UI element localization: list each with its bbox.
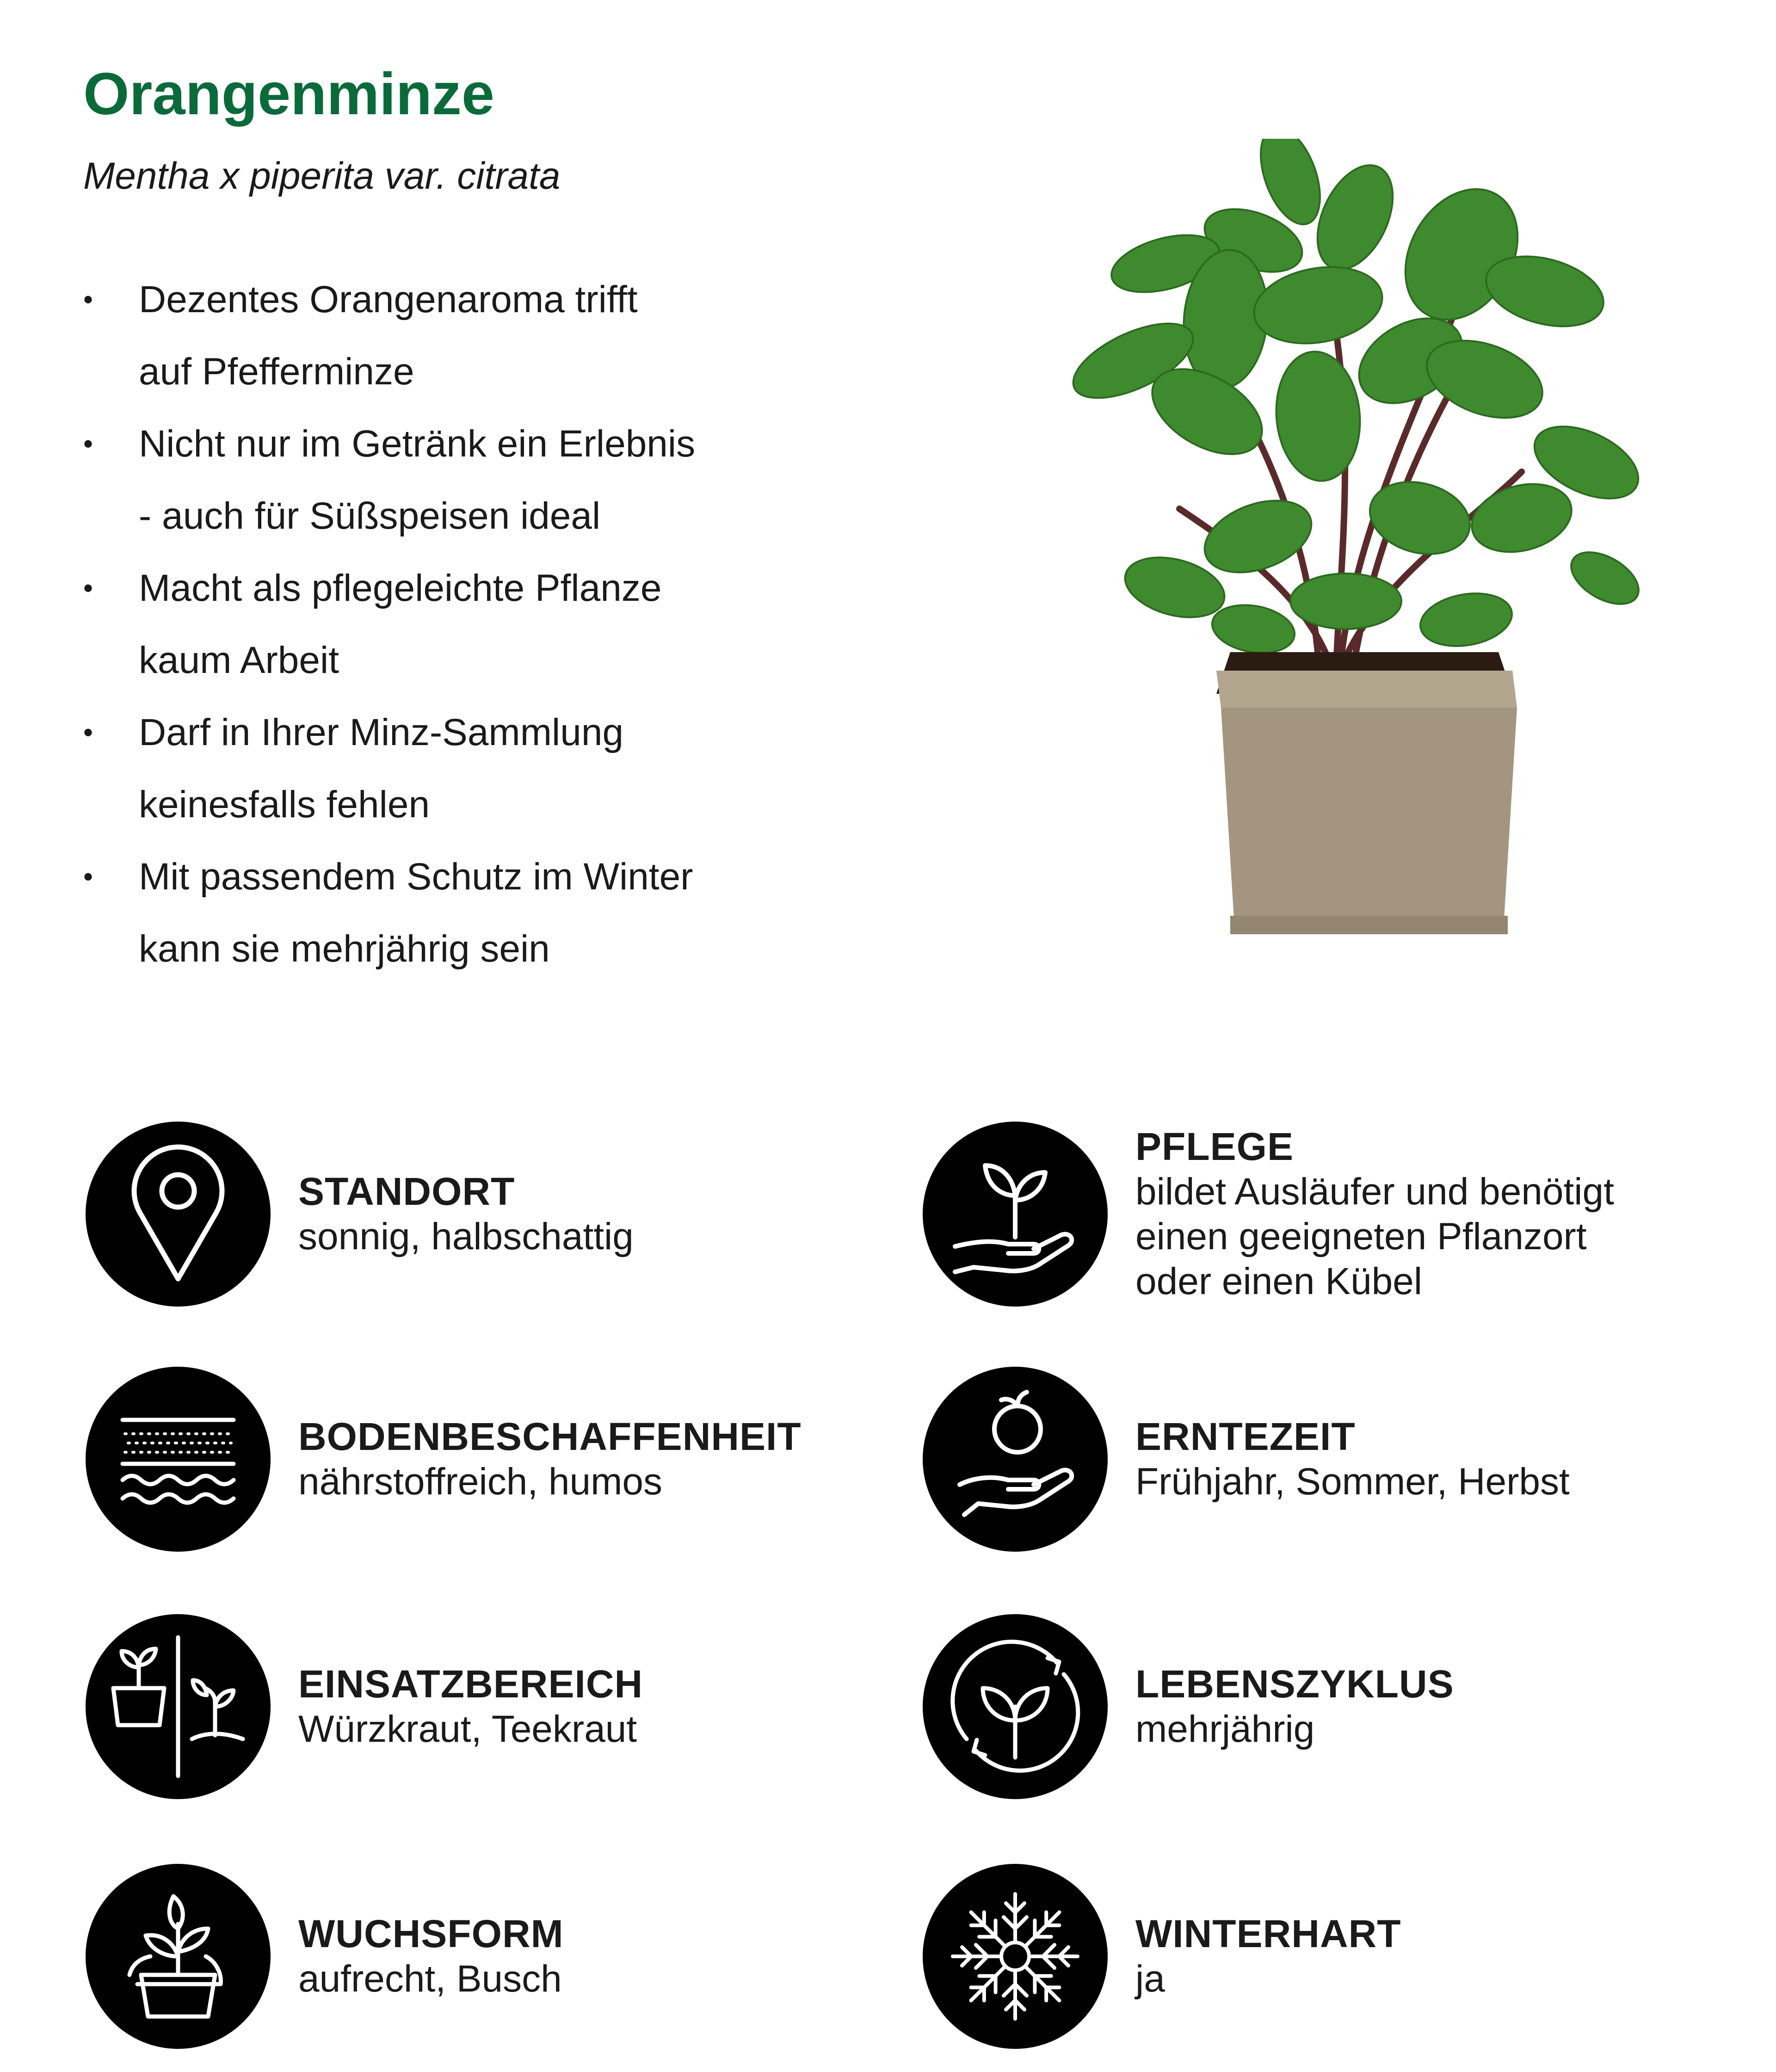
bullet-text: Dezentes Orangenaroma trifft auf Pfefferminze — [139, 278, 638, 393]
feature-einsatzbereich — [86, 1614, 918, 1799]
bullet-item — [79, 841, 888, 985]
bullet-dot: • — [83, 717, 93, 748]
feature-value: bildet Ausläufer und benötigt einen geeigneten Pflanzort oder einen Kübel — [1135, 1171, 1614, 1302]
bullet-text: Macht als pflegeleichte Pflanze kaum Arbeit — [139, 567, 662, 681]
seedling-hand-icon — [923, 1122, 1108, 1307]
pot-and-ground-icon — [86, 1614, 271, 1799]
feature-boden — [86, 1367, 918, 1552]
bullet-dot: • — [83, 861, 93, 892]
bullet-item — [79, 264, 888, 408]
feature-standort — [86, 1122, 918, 1307]
bullet-item — [79, 408, 888, 552]
feature-bullet-list — [79, 264, 888, 985]
feature-winterhart — [923, 1864, 1755, 2049]
soil-layers-icon — [86, 1367, 271, 1552]
harvest-hand-icon — [923, 1367, 1108, 1552]
feature-value: mehrjährig — [1135, 1708, 1315, 1751]
product-title: Orangenminze — [83, 61, 495, 127]
feature-value: nährstoffreich, humos — [298, 1461, 663, 1503]
bullet-dot: • — [83, 284, 93, 315]
feature-label: ERNTEZEIT — [1135, 1415, 1356, 1459]
feature-wuchsform — [86, 1864, 918, 2049]
feature-erntezeit — [923, 1367, 1755, 1552]
feature-label: WINTERHART — [1135, 1912, 1401, 1956]
plant-image — [1059, 139, 1651, 944]
bullet-dot: • — [83, 573, 93, 604]
feature-pflege — [923, 1122, 1755, 1307]
feature-value: Würzkraut, Teekraut — [298, 1708, 637, 1751]
feature-label: LEBENSZYKLUS — [1135, 1662, 1454, 1706]
feature-lebenszyklus — [923, 1614, 1755, 1799]
feature-label: PFLEGE — [1135, 1125, 1294, 1169]
feature-value: ja — [1135, 1958, 1165, 2000]
feature-label: WUCHSFORM — [298, 1912, 564, 1956]
bullet-item — [79, 697, 888, 841]
life-cycle-icon — [923, 1614, 1108, 1799]
potted-plant-icon — [86, 1864, 271, 2049]
bullet-text: Mit passendem Schutz im Winter kann sie mehrjährig sein — [139, 856, 693, 970]
feature-label: BODENBESCHAFFENHEIT — [298, 1415, 802, 1459]
feature-value: Frühjahr, Sommer, Herbst — [1135, 1461, 1570, 1503]
feature-label: STANDORT — [298, 1170, 515, 1214]
bullet-text: Nicht nur im Getränk ein Erlebnis - auch für Süßspeisen ideal — [139, 423, 696, 537]
feature-value: aufrecht, Busch — [298, 1958, 562, 2000]
bullet-dot: • — [83, 428, 93, 459]
feature-value: sonnig, halbschattig — [298, 1215, 634, 1258]
bullet-item — [79, 552, 888, 697]
snowflake-icon — [923, 1864, 1108, 2049]
location-pin-icon — [86, 1122, 271, 1307]
latin-name: Mentha x piperita var. citrata — [83, 155, 561, 197]
feature-label: EINSATZBEREICH — [298, 1662, 643, 1706]
bullet-text: Darf in Ihrer Minz-Sammlung keinesfalls fehlen — [139, 711, 624, 826]
